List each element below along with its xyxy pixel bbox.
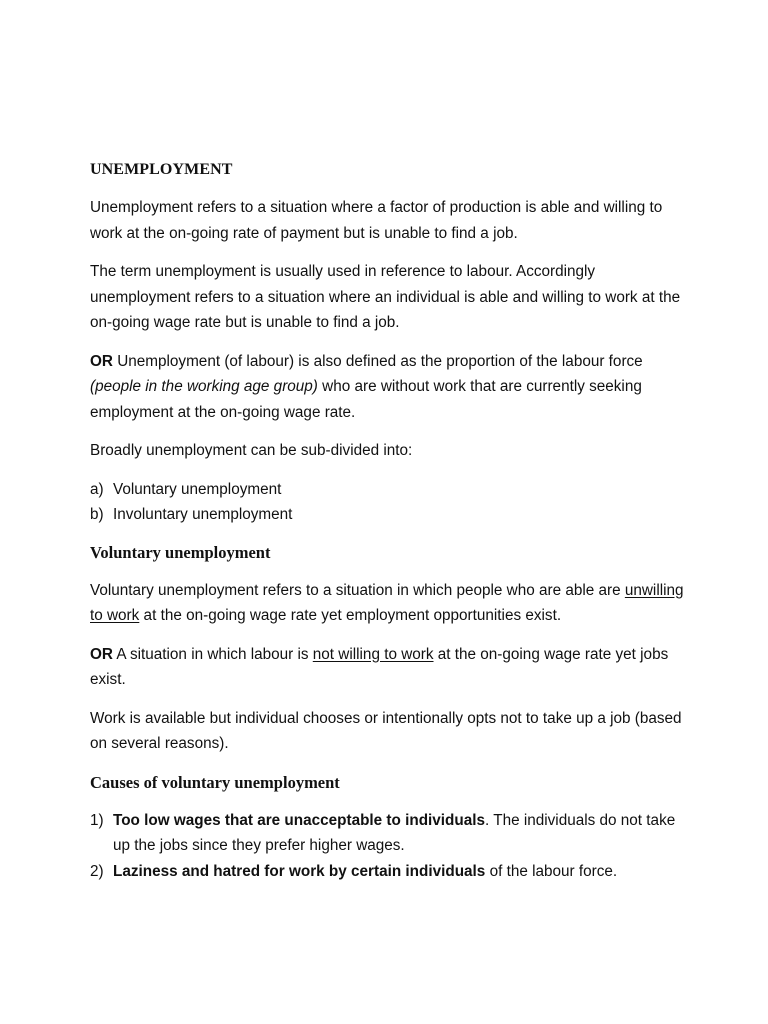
list-marker: 2) [90, 862, 104, 880]
list-item-label: Voluntary unemployment [113, 480, 282, 498]
list-item [90, 477, 690, 503]
causes-list [90, 808, 690, 885]
underlined-phrase: unwilling to work [90, 581, 684, 624]
list-item [90, 859, 690, 885]
list-marker: b) [90, 506, 104, 523]
list-item [90, 502, 690, 528]
work-available-paragraph: Work is available but individual chooses or intentionally opts not to take up a job (based on several reasons). [90, 709, 682, 752]
cause-title: Laziness and hatred for work by certain individuals [113, 862, 486, 880]
or-label: OR [90, 352, 113, 370]
voluntary-alternate-paragraph [90, 642, 690, 693]
cause-text: of the labour force. [485, 862, 618, 880]
list-item-label: Involuntary unemployment [113, 506, 293, 523]
paragraph-text: Unemployment (of labour) is also defined as the proportion of the labour force [112, 352, 643, 370]
list-item [90, 808, 690, 859]
paragraph-text: who are without work that are currently seeking employment at the on-going wage rate. [90, 378, 642, 421]
cause-title: Too low wages that are unacceptable to individuals [113, 811, 486, 829]
subdivision-paragraph: Broadly unemployment can be sub-divided into: [90, 442, 413, 459]
section-heading-voluntary: Voluntary unemployment [90, 542, 271, 562]
section-heading-causes: Causes of voluntary unemployment [90, 772, 340, 792]
paragraph-text: Voluntary unemployment refers to a situation in which people who are able are [90, 581, 625, 599]
definition-paragraph: Unemployment refers to a situation where a factor of production is able and willing to work at the on-going rate of payment but is unable to find a job. [90, 199, 663, 242]
italic-note: (people in the working age group) [90, 378, 318, 395]
or-label: OR [90, 645, 113, 663]
cause-text: . The individuals do not take up the jobs since they prefer higher wages. [113, 811, 676, 854]
underlined-phrase: not willing to work [312, 645, 434, 663]
document-title: UNEMPLOYMENT [90, 161, 233, 178]
paragraph-text: at the on-going wage rate yet jobs exist. [90, 645, 669, 688]
paragraph-text: at the on-going wage rate yet employment opportunities exist. [139, 607, 562, 624]
list-marker: 1) [90, 811, 104, 829]
types-list [90, 477, 690, 528]
alternate-definition-paragraph [90, 349, 690, 426]
list-marker: a) [90, 480, 104, 498]
labour-definition-paragraph: The term unemployment is usually used in reference to labour. Accordingly unemployment refers to a situation where an individual is able and willing to work at the on-going wage rate but is unable to find a job. [90, 263, 681, 331]
document-page [90, 157, 690, 896]
voluntary-definition-paragraph [90, 578, 690, 629]
paragraph-text: A situation in which labour is [112, 645, 313, 663]
